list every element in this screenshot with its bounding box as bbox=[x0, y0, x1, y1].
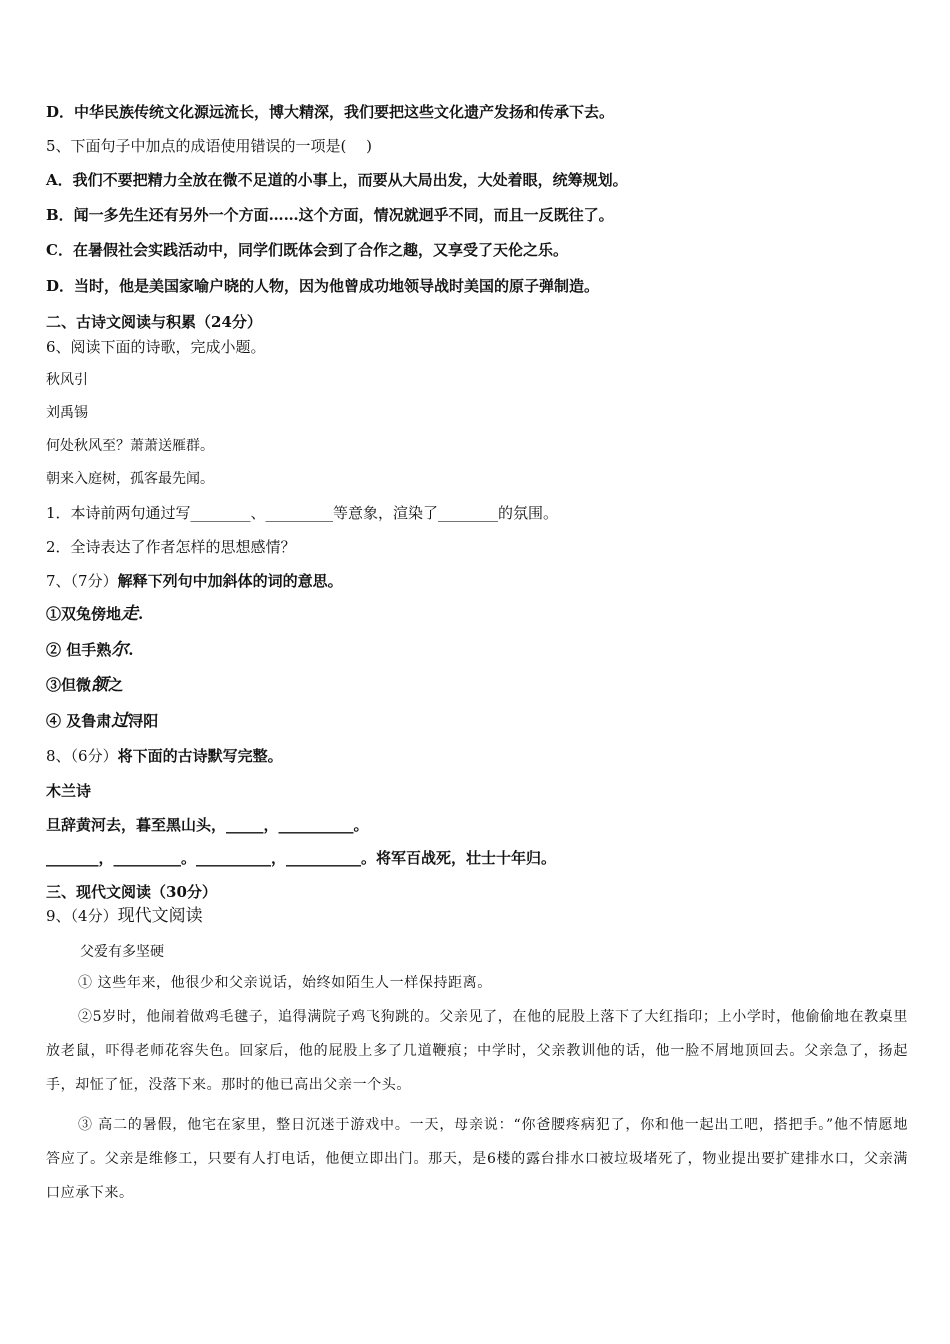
article-paragraph-2: ②5岁时，他闹着做鸡毛毽子，追得满院子鸡飞狗跳的。父亲见了，在他的屁股上落下了大红指印；上小学时，他偷偷地在教桌里放老鼠，吓得老师花容失色。回家后，他的屁股上多了几道鞭痕；中学时，父亲教训他的话，他一脸不屑地顶回去。父亲急了，扬起手，却怔了怔，没落下来。那时的他已高出父亲一个头。 bbox=[46, 1009, 908, 1093]
q9-stem bbox=[46, 906, 203, 926]
q5-option-b: B．闻一多先生还有另外一个方面……这个方面，情况就迥乎不同，而且一反既往了。 bbox=[46, 206, 614, 224]
q5-option-d: D．当时，他是美国家喻户晓的人物，因为他曾成功地领导战时美国的原子弹制造。 bbox=[46, 277, 600, 295]
article-title: 父爱有多坚硬 bbox=[80, 944, 164, 960]
q7-item-3-word: 颔 bbox=[91, 675, 109, 695]
q7-item-4 bbox=[46, 711, 158, 731]
section3-heading: 三、现代文阅读（30分） bbox=[46, 883, 217, 901]
q8-instruction: 将下面的古诗默写完整。 bbox=[117, 747, 283, 765]
q8-line-1: 旦辞黄河去，暮至黑山头，_____，__________。 bbox=[46, 816, 369, 834]
q8-line-2: _______，_________。__________，__________。将军百战死，壮士十年归。 bbox=[46, 849, 557, 867]
q7-item-1: ①双兔傍地走. bbox=[46, 604, 144, 624]
q7-score: 7、（7分） bbox=[46, 572, 118, 590]
q4-option-d: D．中华民族传统文化源远流长，博大精深，我们要把这些文化遗产发扬和传承下去。 bbox=[46, 103, 615, 121]
q7-item-1-text: ①双兔傍地 bbox=[46, 605, 122, 623]
q7-item-4-suffix: 浔阳 bbox=[128, 712, 159, 730]
q7-item-3-suffix: 之 bbox=[108, 676, 124, 694]
q7-item-3 bbox=[46, 675, 123, 695]
q8-score: 8、（6分） bbox=[46, 747, 118, 765]
q7-item-4-word: 过 bbox=[111, 711, 129, 731]
q8-poem-title: 木兰诗 bbox=[46, 782, 92, 800]
q7-item-2-word: 尔 bbox=[111, 640, 129, 660]
q7-item-2: ② 但手熟尔. bbox=[46, 640, 134, 660]
poem-line-1: 何处秋风至？萧萧送雁群。 bbox=[46, 438, 214, 454]
article-paragraph-3: ③ 高二的暑假，他宅在家里，整日沉迷于游戏中。一天，母亲说：“你爸腰疼病犯了，你和他一起出工吧，搭把手。”他不情愿地答应了。父亲是维修工，只要有人打电话，他便立即出门。那天，是6楼的露台排水口被垃圾堵死了，物业提出要扩建排水口，父亲满口应承下来。 bbox=[46, 1117, 908, 1201]
q5-stem: 5、下面句子中加点的成语使用错误的一项是( ) bbox=[46, 137, 373, 155]
poem-title: 秋风引 bbox=[46, 372, 88, 388]
poem-author: 刘禹锡 bbox=[46, 405, 88, 421]
q6-sub-2: 2．全诗表达了作者怎样的思想感情？ bbox=[46, 538, 296, 556]
q5-option-a: A．我们不要把精力全放在微不足道的小事上，而要从大局出发，大处着眼，统筹规划。 bbox=[46, 171, 628, 189]
q7-stem bbox=[46, 571, 343, 591]
poem-line-2: 朝来入庭树，孤客最先闻。 bbox=[46, 471, 214, 487]
article-paragraph-1: ① 这些年来，他很少和父亲说话，始终如陌生人一样保持距离。 bbox=[78, 975, 492, 991]
q6-sub-1: 1．本诗前两句通过写________、_________等意象，渲染了________的氛围。 bbox=[46, 504, 559, 522]
q9-score: 9、（4分） bbox=[46, 907, 118, 925]
q6-stem: 6、阅读下面的诗歌，完成小题。 bbox=[46, 338, 266, 356]
q7-item-2-text: ② 但手熟 bbox=[46, 641, 112, 659]
q5-option-c: C．在暑假社会实践活动中，同学们既体会到了合作之趣，又享受了天伦之乐。 bbox=[46, 241, 568, 259]
section2-heading: 二、古诗文阅读与积累（24分） bbox=[46, 313, 262, 331]
q7-item-4-text: ④ 及鲁肃 bbox=[46, 712, 112, 730]
q9-instruction: 现代文阅读 bbox=[117, 906, 203, 926]
q7-item-3-text: ③但微 bbox=[46, 676, 92, 694]
q7-item-1-word: 走 bbox=[121, 604, 139, 624]
q8-stem bbox=[46, 746, 283, 766]
q7-instruction: 解释下列句中加斜体的词的意思。 bbox=[117, 572, 343, 590]
